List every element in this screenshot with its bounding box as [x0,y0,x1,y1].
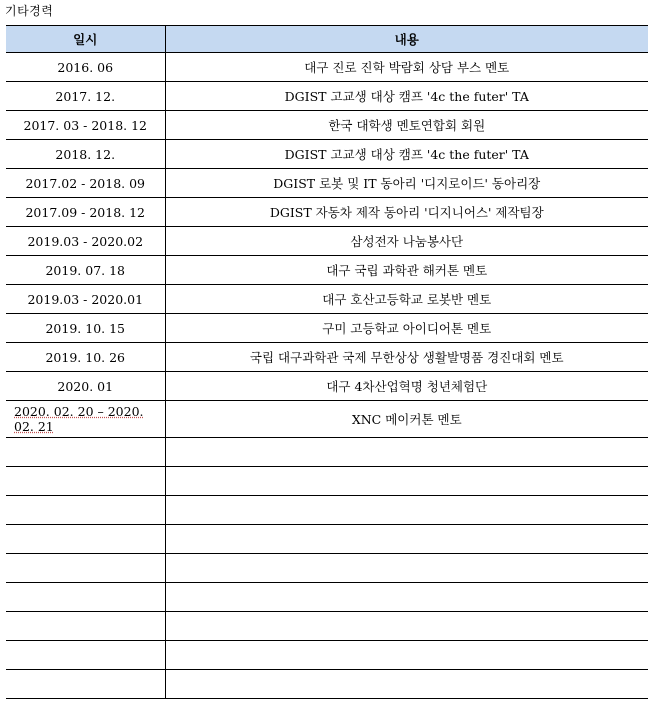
table-row [6,198,648,227]
content-cell: DGIST 고교생 대상 캠프 '4c the futer' TA [165,82,648,111]
date-cell: 2019. 07. 18 [6,256,165,285]
content-cell: 삼성전자 나눔봉사단 [165,227,648,256]
date-cell: 2019.03 - 2020.01 [6,285,165,314]
table-row [6,401,648,438]
date-cell: 2016. 06 [6,53,165,82]
date-cell: 2020. 02. 20 – 2020. 02. 21 [6,401,165,438]
date-cell: 2019. 10. 15 [6,314,165,343]
table-row-empty [6,583,648,612]
date-cell [6,670,165,699]
content-cell: 대구 국립 과학관 해커톤 멘토 [165,256,648,285]
table-row-empty [6,496,648,525]
table-row [6,82,648,111]
date-cell: 2017.09 - 2018. 12 [6,198,165,227]
content-cell [165,583,648,612]
date-cell: 2017.02 - 2018. 09 [6,169,165,198]
date-cell: 2017. 03 - 2018. 12 [6,111,165,140]
date-cell [6,641,165,670]
date-cell [6,496,165,525]
date-cell [6,467,165,496]
content-cell [165,496,648,525]
table-row [6,169,648,198]
table-row [6,372,648,401]
header-content: 내용 [165,26,648,53]
content-cell: 구미 고등학교 아이디어톤 멘토 [165,314,648,343]
content-cell: 대구 진로 진학 박람회 상담 부스 멘토 [165,53,648,82]
date-cell [6,438,165,467]
content-cell: XNC 메이커톤 멘토 [165,401,648,438]
content-cell [165,612,648,641]
content-cell: 국립 대구과학관 국제 무한상상 생활발명품 경진대회 멘토 [165,343,648,372]
date-cell: 2020. 01 [6,372,165,401]
content-cell [165,525,648,554]
table-row-empty [6,670,648,699]
career-table [6,25,648,699]
table-row-empty [6,641,648,670]
section-title: 기타경력 [5,4,54,18]
table-row [6,227,648,256]
content-cell [165,438,648,467]
header-row [6,26,648,53]
content-cell [165,467,648,496]
table-row-empty [6,467,648,496]
table-row [6,111,648,140]
table-row-empty [6,525,648,554]
content-cell: 한국 대학생 멘토연합회 회원 [165,111,648,140]
header-date: 일시 [6,26,165,53]
content-cell: DGIST 고교생 대상 캠프 '4c the futer' TA [165,140,648,169]
date-cell: 2019.03 - 2020.02 [6,227,165,256]
table-row-empty [6,612,648,641]
content-cell [165,670,648,699]
table-row [6,53,648,82]
date-cell [6,525,165,554]
content-cell: DGIST 자동차 제작 동아리 '디지니어스' 제작팀장 [165,198,648,227]
content-cell [165,554,648,583]
table-row-empty [6,438,648,467]
table-row [6,314,648,343]
table-row-empty [6,554,648,583]
date-cell [6,583,165,612]
date-cell: 2018. 12. [6,140,165,169]
date-cell: 2017. 12. [6,82,165,111]
date-cell [6,612,165,641]
content-cell: DGIST 로봇 및 IT 동아리 '디지로이드' 동아리장 [165,169,648,198]
table-row [6,256,648,285]
content-cell [165,641,648,670]
table-row [6,140,648,169]
date-cell [6,554,165,583]
table-row [6,343,648,372]
date-cell: 2019. 10. 26 [6,343,165,372]
content-cell: 대구 4차산업혁명 청년체험단 [165,372,648,401]
content-cell: 대구 호산고등학교 로봇반 멘토 [165,285,648,314]
table-row [6,285,648,314]
